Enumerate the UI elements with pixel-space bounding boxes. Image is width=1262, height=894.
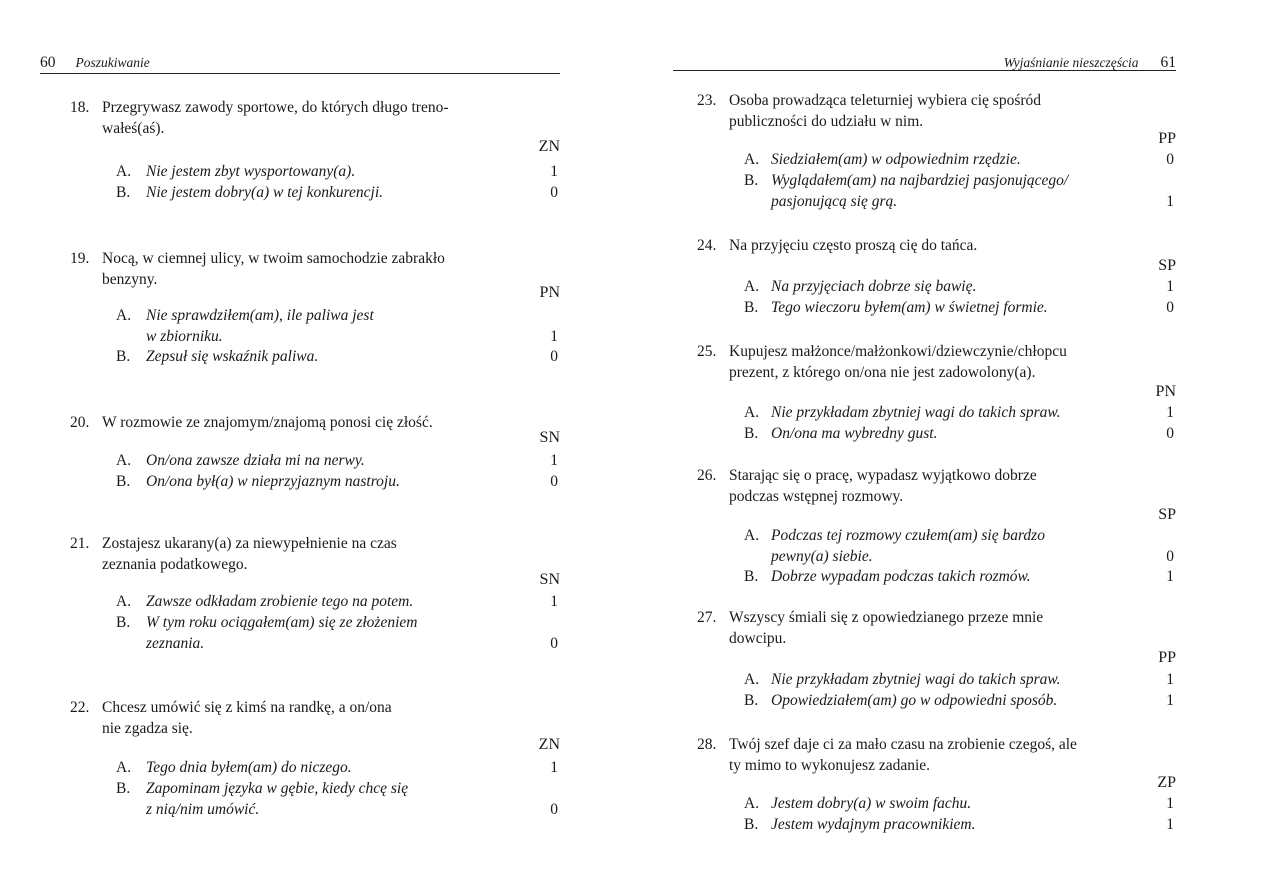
answer-text-line: z nią/nim umówić. [146, 801, 260, 818]
answer-text-line: W tym roku ociągałem(am) się ze złożeniem [146, 614, 418, 631]
question-text-line: W rozmowie ze znajomym/znajomą ponosi cię złość. [102, 414, 433, 431]
dimension-code: PN [1155, 383, 1176, 400]
answer-text-line: Nie jestem dobry(a) w tej konkurencji. [146, 184, 384, 201]
answer-score: 0 [1166, 151, 1174, 168]
question-text-line: wałeś(aś). [102, 120, 165, 137]
dimension-code: ZP [1157, 774, 1176, 791]
answer-text-line: Zapominam języka w gębie, kiedy chcę się [146, 780, 409, 797]
dimension-code: PN [539, 284, 560, 301]
dimension-code: SN [539, 571, 560, 588]
answer-text-line: w zbiorniku. [146, 328, 223, 345]
question-number: 26. [697, 467, 717, 484]
answer-letter: B. [744, 816, 759, 833]
answer-score: 1 [1166, 193, 1174, 210]
dimension-code: PP [1158, 130, 1176, 147]
dimension-code: PP [1158, 649, 1176, 666]
running-title: Poszukiwanie [75, 55, 150, 70]
answer-score: 1 [1166, 816, 1174, 833]
answer-letter: B. [744, 692, 759, 709]
answer-score: 1 [550, 328, 558, 345]
answer-text-line: Podczas tej rozmowy czułem(am) się bardzo [771, 527, 1045, 544]
answer-letter: B. [116, 348, 131, 365]
question-text-line: Wszyscy śmiali się z opowiedzianego przeze mnie [729, 609, 1044, 626]
question-text-line: Chcesz umówić się z kimś na randkę, a on/ona [102, 699, 392, 716]
answer-letter: A. [116, 593, 132, 610]
answer-text-line: Nie przykładam zbytniej wagi do takich spraw. [771, 404, 1061, 421]
question-number: 18. [70, 99, 90, 116]
question-text-line: Twój szef daje ci za mało czasu na zrobienie czegoś, ale [729, 736, 1077, 753]
answer-text-line: Nie jestem zbyt wysportowany(a). [146, 163, 356, 180]
dimension-code: ZN [538, 138, 560, 155]
answer-letter: B. [744, 425, 759, 442]
question-text-line: ty mimo to wykonujesz zadanie. [729, 757, 931, 774]
answer-text-line: Jestem wydajnym pracownikiem. [771, 816, 976, 833]
running-title: Wyjaśnianie nieszczęścia [1003, 55, 1139, 70]
answer-score: 1 [1166, 404, 1174, 421]
answer-score: 1 [550, 452, 558, 469]
answer-text-line: On/ona był(a) w nieprzyjaznym nastroju. [146, 473, 400, 490]
answer-letter: B. [116, 473, 131, 490]
question-number: 23. [697, 92, 717, 109]
question-text-line: Starając się o pracę, wypadasz wyjątkowo dobrze [729, 467, 1037, 484]
answer-text-line: On/ona ma wybredny gust. [771, 425, 938, 442]
right-page [631, 0, 1262, 894]
answer-letter: A. [744, 671, 760, 688]
answer-text-line: Na przyjęciach dobrze się bawię. [771, 278, 977, 295]
answer-letter: A. [744, 278, 760, 295]
answer-score: 1 [550, 163, 558, 180]
answer-text-line: Wyglądałem(am) na najbardziej pasjonującego/ [771, 172, 1069, 189]
question-number: 21. [70, 535, 90, 552]
question-number: 28. [697, 736, 717, 753]
answer-text-line: Tego wieczoru byłem(am) w świetnej formie. [771, 299, 1048, 316]
question-text-line: prezent, z którego on/ona nie jest zadowolony(a). [729, 364, 1036, 381]
question-text-line: nie zgadza się. [102, 720, 193, 737]
question-text-line: Na przyjęciu często proszą cię do tańca. [729, 237, 978, 254]
answer-letter: B. [744, 299, 759, 316]
answer-letter: A. [116, 759, 132, 776]
question-number: 19. [70, 250, 90, 267]
question-number: 22. [70, 699, 90, 716]
answer-score: 0 [1166, 548, 1174, 565]
question-text-line: Osoba prowadząca teleturniej wybiera cię spośród [729, 92, 1042, 109]
answer-score: 1 [550, 759, 558, 776]
answer-text-line: Dobrze wypadam podczas takich rozmów. [771, 568, 1031, 585]
answer-score: 0 [550, 348, 558, 365]
question-number: 27. [697, 609, 717, 626]
question-text-line: dowcipu. [729, 630, 787, 647]
answer-text-line: On/ona zawsze działa mi na nerwy. [146, 452, 365, 469]
answer-text-line: Jestem dobry(a) w swoim fachu. [771, 795, 972, 812]
answer-text-line: zeznania. [146, 635, 205, 652]
answer-score: 1 [1166, 692, 1174, 709]
answer-score: 0 [1166, 299, 1174, 316]
answer-score: 1 [1166, 278, 1174, 295]
header-rule [40, 73, 560, 74]
answer-score: 0 [550, 635, 558, 652]
header-rule [673, 70, 1176, 71]
answer-score: 1 [1166, 671, 1174, 688]
question-number: 25. [697, 343, 717, 360]
answer-letter: A. [744, 527, 760, 544]
question-number: 20. [70, 414, 90, 431]
page-number: 60 [40, 54, 56, 71]
answer-score: 1 [550, 593, 558, 610]
answer-text-line: Nie przykładam zbytniej wagi do takich spraw. [771, 671, 1061, 688]
dimension-code: SN [539, 429, 560, 446]
question-text-line: Kupujesz małżonce/małżonkowi/dziewczynie/chłopcu [729, 343, 1067, 360]
question-text-line: Nocą, w ciemnej ulicy, w twoim samochodzie zabrakło [102, 250, 445, 267]
answer-letter: A. [116, 163, 132, 180]
question-text-line: benzyny. [102, 271, 158, 288]
dimension-code: ZN [538, 736, 560, 753]
answer-score: 1 [1166, 568, 1174, 585]
answer-letter: A. [116, 452, 132, 469]
question-text-line: Przegrywasz zawody sportowe, do których długo treno- [102, 99, 449, 116]
answer-text-line: Tego dnia byłem(am) do niczego. [146, 759, 352, 776]
answer-score: 0 [550, 184, 558, 201]
answer-score: 0 [550, 801, 558, 818]
left-page-header [40, 54, 150, 72]
answer-text-line: Zawsze odkładam zrobienie tego na potem. [146, 593, 414, 610]
answer-score: 0 [1166, 425, 1174, 442]
dimension-code: SP [1158, 506, 1176, 523]
answer-letter: B. [744, 568, 759, 585]
answer-letter: B. [116, 184, 131, 201]
answer-letter: B. [116, 780, 131, 797]
question-text-line: podczas wstępnej rozmowy. [729, 488, 904, 505]
answer-text-line: pewny(a) siebie. [771, 548, 873, 565]
answer-letter: A. [744, 404, 760, 421]
answer-text-line: Opowiedziałem(am) go w odpowiedni sposób. [771, 692, 1058, 709]
answer-letter: A. [116, 307, 132, 324]
answer-text-line: pasjonującą się grą. [771, 193, 898, 210]
dimension-code: SP [1158, 257, 1176, 274]
question-text-line: publiczności do udziału w nim. [729, 113, 924, 130]
answer-letter: B. [116, 614, 131, 631]
question-text-line: zeznania podatkowego. [102, 556, 248, 573]
answer-letter: A. [744, 151, 760, 168]
answer-text-line: Siedziałem(am) w odpowiednim rzędzie. [771, 151, 1021, 168]
answer-score: 0 [550, 473, 558, 490]
page-number: 61 [1160, 54, 1176, 71]
question-number: 24. [697, 237, 717, 254]
answer-text-line: Nie sprawdziłem(am), ile paliwa jest [146, 307, 374, 324]
answer-score: 1 [1166, 795, 1174, 812]
question-text-line: Zostajesz ukarany(a) za niewypełnienie na czas [102, 535, 397, 552]
answer-text-line: Zepsuł się wskaźnik paliwa. [146, 348, 319, 365]
answer-letter: A. [744, 795, 760, 812]
answer-letter: B. [744, 172, 759, 189]
